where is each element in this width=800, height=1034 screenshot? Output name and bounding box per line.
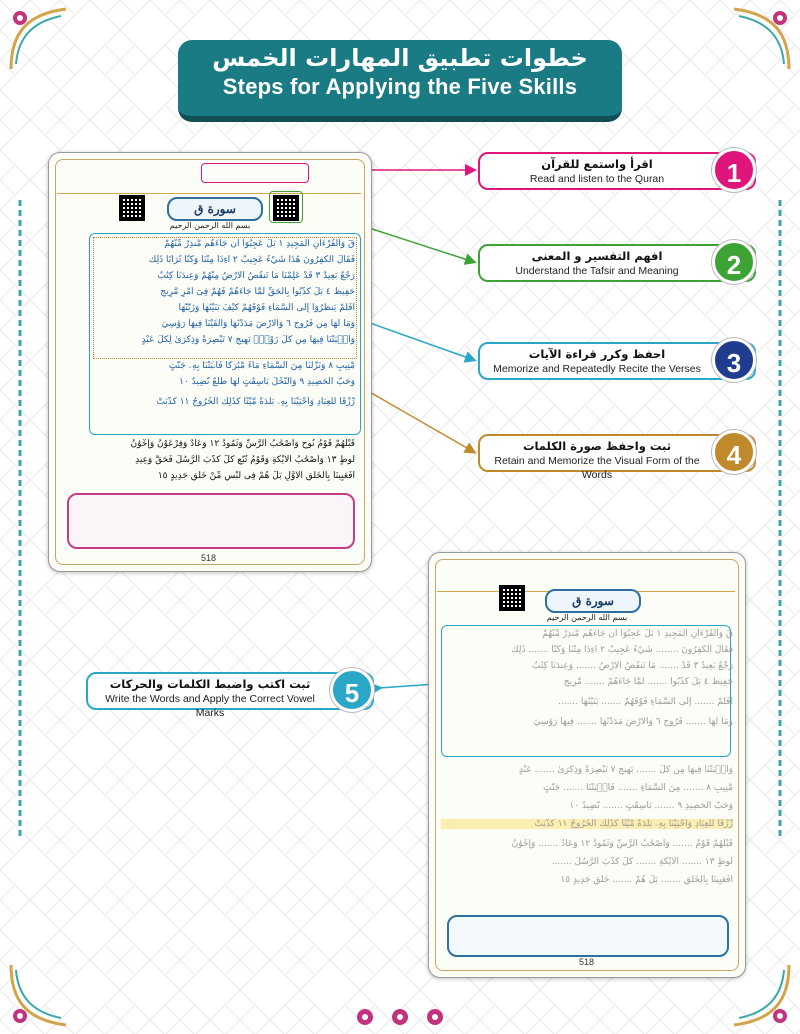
verse-line: وَأَنۢبَتْنَا فِيهَا مِن كُلِّ زَوْجٍۭ بَهِيجٍ ٧ تَبْصِرَةً وَذِكْرَىٰ لِكُلِّ عَبْدٍ bbox=[141, 335, 355, 345]
page2-basmala: بسم الله الرحمن الرحيم bbox=[546, 613, 628, 622]
step-4-box bbox=[478, 434, 756, 481]
verse-line: حَفِيظٌ ٤ بَلْ كَذَّبُوا بِالْحَقِّ لَمَّا جَاءَهُمْ فَهُمْ فِىٓ أَمْرٍ مَّرِيجٍ bbox=[160, 287, 355, 297]
verse-line: قٓ وَالْقُرْءَانِ الْمَجِيدِ ١ بَلْ عَجِبُوٓا أَن جَاءَهُم مُّنذِرٌ مِّنْهُمْ bbox=[542, 629, 733, 639]
page1-tracking-table bbox=[67, 493, 355, 549]
step-1-number-badge: 1 bbox=[712, 148, 756, 192]
verse-line: فَقَالَ الْكَٰفِرُونَ هَٰذَا شَيْءٌ عَجِيبٌ ٢ أَءِذَا مِتْنَا وَكُنَّا تُرَابًا ذَٰلِكَ bbox=[148, 255, 355, 265]
page1-qr-code-left bbox=[119, 195, 145, 221]
step-5-arabic: ثبت اكتب واضبط الكلمات والحركات bbox=[109, 677, 311, 691]
connector-step-3 bbox=[356, 318, 474, 360]
verse-line: مُّنِيبٍ ٨ وَنَزَّلْنَا مِنَ السَّمَاءِ مَاءً مُّبَٰرَكًا فَأَنۢبَتْنَا بِهِۦ جَنَّٰتٍ bbox=[168, 361, 355, 371]
verse-line: أَفَعَيِينَا بِالْخَلْقِ الْأَوَّلِ بَلْ هُمْ فِى لَبْسٍ مِّنْ خَلْقٍ جَدِيدٍ ١٥ bbox=[157, 471, 355, 481]
step-2-box bbox=[478, 244, 756, 282]
verse-line: مُّنِيبٍ ٨ ....... مِنَ السَّمَاءِ ....... فَأَنۢبَتْنَا ....... جَنَّٰتٍ bbox=[543, 783, 733, 793]
page1-tafsir-highlight bbox=[269, 191, 303, 223]
verse-line: وَمَا لَهَا مِن فُرُوجٍ ٦ وَالْأَرْضَ مَدَدْنَٰهَا وَأَلْقَيْنَا فِيهَا رَوَٰسِيَ bbox=[161, 319, 355, 329]
verse-line: وَحَبَّ الْحَصِيدِ ٩ وَالنَّخْلَ بَاسِقَٰتٍ لَّهَا طَلْعٌ نَّضِيدٌ ١٠ bbox=[179, 377, 355, 387]
header-title-arabic: خطوات تطبيق المهارات الخمس bbox=[212, 44, 588, 72]
verse-line: رِّزْقًا لِّلْعِبَادِ وَأَحْيَيْنَا بِهِۦ بَلْدَةً مَّيْتًا كَذَٰلِكَ الْخُرُوجُ ١١ كَذَّبَتْ bbox=[441, 819, 733, 829]
step-5-english: Write the Words and Apply the Correct Vowel Marks bbox=[105, 693, 315, 719]
step-4-arabic: ثبت واحفظ صورة الكلمات bbox=[522, 439, 672, 453]
verse-line: قَبْلَهُمْ قَوْمُ نُوحٍ وَأَصْحَٰبُ الرَّسِّ وَثَمُودُ ١٢ وَعَادٌ وَفِرْعَوْنُ وَإِخْوَٰنُ bbox=[130, 439, 355, 449]
verse-line: رَجْعٌ بَعِيدٌ ٣ قَدْ ....... مَا تَنقُصُ الْأَرْضُ ....... وَعِندَنَا كِتَٰبٌ bbox=[532, 661, 733, 671]
step-2-arabic: افهم التفسير و المعنى bbox=[531, 249, 663, 263]
verse-line: رَجْعٌ بَعِيدٌ ٣ قَدْ عَلِمْنَا مَا تَنقُصُ الْأَرْضُ مِنْهُمْ وَعِندَنَا كِتَٰبٌ bbox=[157, 271, 355, 281]
page1-page-number: 518 bbox=[201, 553, 217, 563]
step-4-number-badge: 4 bbox=[712, 430, 756, 474]
step-5-box bbox=[86, 672, 374, 719]
step-3-number-badge: 3 bbox=[712, 338, 756, 382]
header-title-english: Steps for Applying the Five Skills bbox=[222, 74, 578, 99]
verse-line: قَبْلَهُمْ قَوْمُ ....... وَأَصْحَٰبُ الرَّسِّ وَثَمُودُ ١٢ وَعَادٌ ....... وَإِخْوَٰنُ bbox=[511, 839, 733, 849]
verse-line: وَمَا لَهَا ....... فُرُوجٍ ٦ وَالْأَرْضَ مَدَدْنَٰهَا ....... فِيهَا رَوَٰسِيَ bbox=[533, 717, 733, 727]
step-1-box bbox=[478, 152, 756, 190]
verse-line: وَأَنۢبَتْنَا فِيهَا مِن كُلِّ ....... بَهِيجٍ ٧ تَبْصِرَةً وَذِكْرَىٰ ....... عَبْدٍ bbox=[518, 765, 733, 775]
step-3-english: Memorize and Repeatedly Recite the Verses bbox=[493, 363, 701, 375]
page2-verse-block bbox=[441, 625, 733, 915]
verse-line: أَفَعَيِينَا بِالْخَلْقِ ....... بَلْ هُمْ ....... خَلْقٍ جَدِيدٍ ١٥ bbox=[560, 875, 733, 885]
verse-line: لُوطٍ ١٣ ....... الْأَيْكَةِ ....... كُلٌّ كَذَّبَ الرُّسُلَ ....... bbox=[551, 857, 733, 867]
step-5-number-badge: 5 bbox=[330, 668, 374, 712]
step-1-arabic: اقرأ واستمع للقرآن bbox=[541, 157, 653, 171]
step-2-number-badge: 2 bbox=[712, 240, 756, 284]
verse-line: أَفَلَمْ ....... إِلَى السَّمَاءِ فَوْقَهُمْ ....... بَنَيْنَٰهَا ....... bbox=[557, 697, 733, 707]
step-4-english: Retain and Memorize the Visual Form of the Words bbox=[494, 455, 700, 481]
page1-verse-block bbox=[75, 233, 355, 513]
sample-page-reading bbox=[48, 152, 372, 572]
verse-line: لُوطٍ ١٣ وَأَصْحَٰبُ الْأَيْكَةِ وَقَوْمُ تُبَّعٍ كُلٌّ كَذَّبَ الرُّسُلَ فَحَقَّ وَعِيدِ bbox=[135, 455, 355, 465]
verse-line: أَفَلَمْ يَنظُرُوٓا إِلَى السَّمَاءِ فَوْقَهُمْ كَيْفَ بَنَيْنَٰهَا وَزَيَّنَّٰهَا bbox=[178, 303, 355, 313]
verse-line: حَفِيظٌ ٤ بَلْ كَذَّبُوا ....... لَمَّا جَاءَهُمْ ....... مَّرِيجٍ bbox=[563, 677, 733, 687]
step-2-english: Understand the Tafsir and Meaning bbox=[515, 265, 679, 277]
page2-top-strip bbox=[437, 561, 735, 592]
page1-surah-title: سورة ق bbox=[167, 197, 263, 221]
page2-qr-code bbox=[499, 585, 525, 611]
page2-surah-title: سورة ق bbox=[545, 589, 641, 613]
verse-line: رِّزْقًا لِّلْعِبَادِ وَأَحْيَيْنَا بِهِۦ بَلْدَةً مَّيْتًا كَذَٰلِكَ الْخُرُوجُ ١١ كَذَّبَتْ bbox=[156, 397, 355, 407]
step-1-english: Read and listen to the Quran bbox=[529, 173, 665, 185]
step-3-arabic: احفظ وكرر قراءة الآيات bbox=[528, 347, 666, 361]
page2-page-number: 518 bbox=[579, 957, 595, 967]
page1-step1-highlight bbox=[201, 163, 309, 183]
page2-tracking-table bbox=[447, 915, 729, 957]
sample-page-writing bbox=[428, 552, 746, 978]
step-3-box bbox=[478, 342, 756, 380]
verse-line: فَقَالَ الْكَٰفِرُونَ ........ شَيْءٌ عَجِيبٌ ٢ أَءِذَا مِتْنَا وَكُنَّا ....... ذَٰلِكَ bbox=[511, 645, 733, 655]
verse-line: قٓ وَالْقُرْءَانِ الْمَجِيدِ ١ بَلْ عَجِبُوٓا أَن جَاءَهُم مُّنذِرٌ مِّنْهُمْ bbox=[164, 239, 355, 249]
verse-line: وَحَبَّ الْحَصِيدِ ٩ ....... بَاسِقَٰتٍ ....... نَّضِيدٌ ١٠ bbox=[569, 801, 733, 811]
page1-basmala: بسم الله الرحمن الرحيم bbox=[169, 221, 251, 230]
